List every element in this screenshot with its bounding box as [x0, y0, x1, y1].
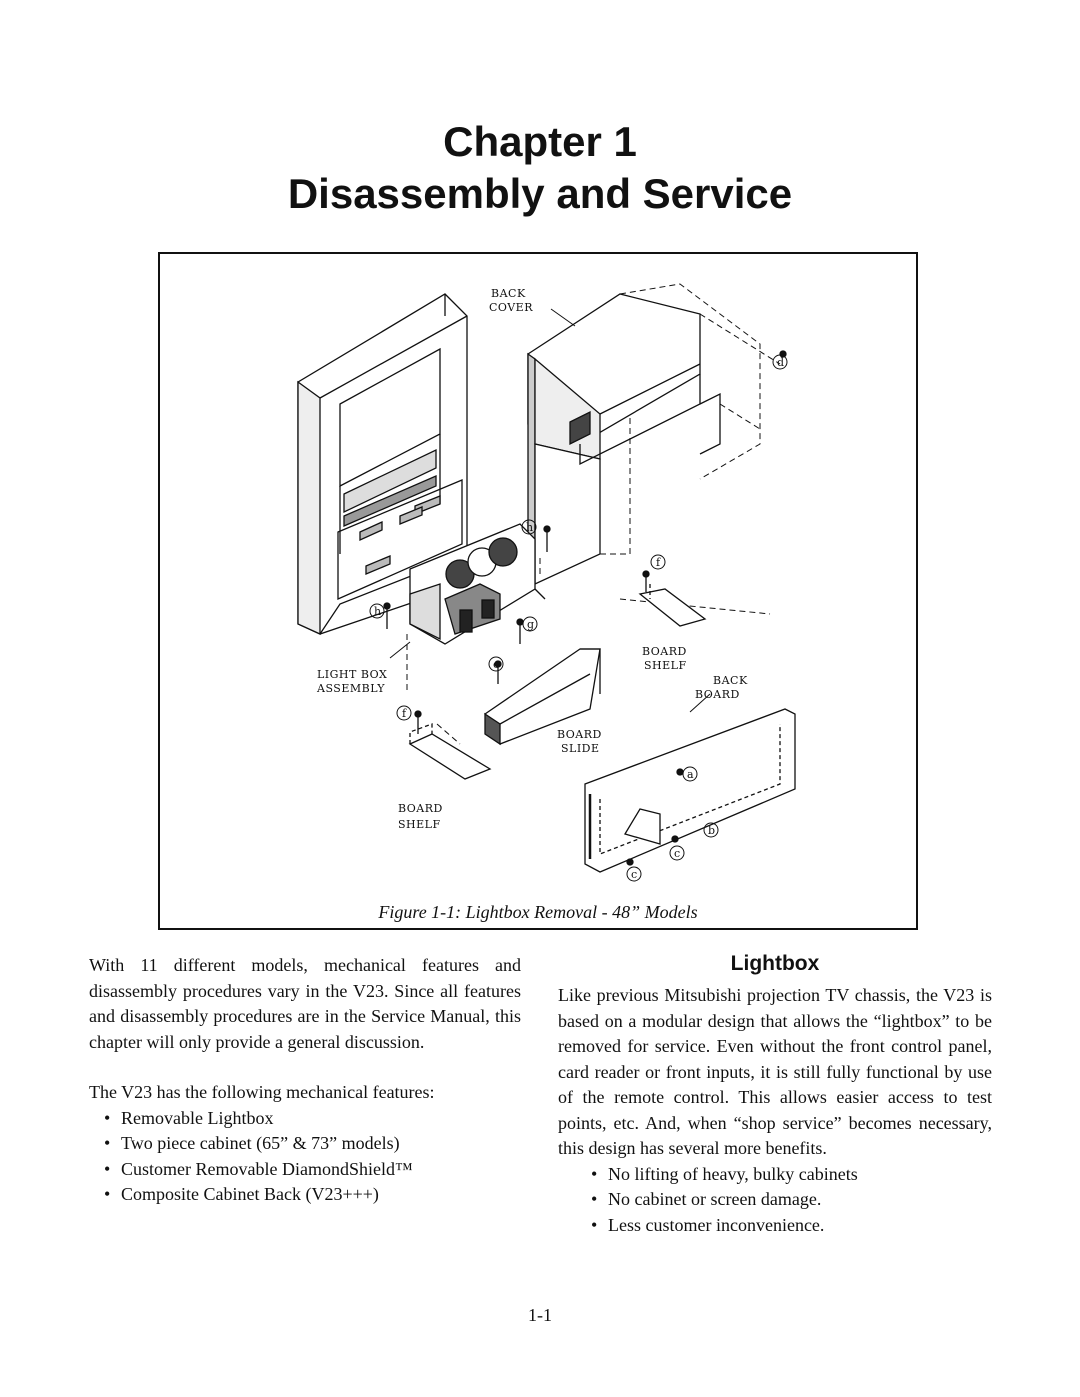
right-column [558, 983, 992, 1238]
features-list [89, 1106, 521, 1208]
label-board-shelf-right-line1: BOARD [642, 645, 687, 658]
label-back-cover-line1: BACK [491, 287, 526, 300]
label-board-slide-line2: SLIDE [561, 742, 600, 755]
chapter-subtitle: Disassembly and Service [287, 170, 793, 217]
label-light-box-line2: ASSEMBLY [317, 682, 386, 695]
section-heading-lightbox: Lightbox [730, 952, 820, 975]
page-number: 1-1 [528, 1305, 552, 1325]
callout-f-left: f [402, 707, 407, 720]
label-board-slide-line1: BOARD [557, 728, 602, 741]
back-board-drawing [585, 709, 795, 872]
callout-a: a [687, 768, 694, 781]
callout-h-upper: h [526, 521, 534, 534]
list-item: • No cabinet or screen damage. [608, 1187, 992, 1213]
callout-f-right: f [656, 556, 661, 569]
callout-c-upper: c [674, 847, 681, 860]
label-back-cover-line2: COVER [489, 301, 533, 314]
intro-paragraph: With 11 different models, mechanical features and disassembly procedures vary in the V23. Since all features and disassembly procedures are in the Service Manual, this chapter will only provide a general discussion. [89, 955, 521, 1052]
lightbox-removal-diagram [160, 254, 916, 928]
board-shelf-right-drawing [640, 584, 705, 626]
callout-d: d [777, 356, 785, 369]
label-board-shelf-right-line2: SHELF [644, 659, 687, 672]
callout-e: e [493, 658, 500, 671]
list-item: • Less customer inconvenience. [608, 1213, 992, 1239]
features-heading: The V23 has the following mechanical features: [89, 1082, 435, 1102]
label-board-shelf-left-line1: BOARD [398, 802, 443, 815]
figure-frame [158, 252, 918, 930]
figure-caption: Figure 1-1: Lightbox Removal - 48” Models [378, 902, 698, 922]
list-item: • Composite Cabinet Back (V23+++) [121, 1182, 521, 1208]
label-board-shelf-left-line2: SHELF [398, 818, 441, 831]
list-item: • Removable Lightbox [121, 1106, 521, 1132]
benefits-list [558, 1162, 992, 1239]
label-back-board-line1: BACK [713, 674, 748, 687]
callout-b: b [708, 824, 716, 837]
list-item: • No lifting of heavy, bulky cabinets [608, 1162, 992, 1188]
callout-g: g [527, 618, 535, 631]
back-cover-drawing [528, 294, 720, 584]
left-column [89, 953, 521, 1208]
list-item: • Customer Removable DiamondShield™ [121, 1157, 521, 1183]
label-light-box-line1: LIGHT BOX [317, 668, 388, 681]
list-item: • Two piece cabinet (65” & 73” models) [121, 1131, 521, 1157]
board-shelf-left-drawing [410, 724, 490, 779]
label-back-board-line2: BOARD [695, 688, 740, 701]
callout-h-lower: h [374, 605, 382, 618]
lightbox-paragraph: Like previous Mitsubishi projection TV chassis, the V23 is based on a modular design that allows the “lightbox” to be removed for service. Even without the front control panel, card reader or front inputs, it is still fully functional by use of the remote control. This allows easier access to test points, etc. And, when “shop service” becomes necessary, this design has several more benefits. [558, 985, 992, 1158]
chapter-title: Chapter 1 [443, 118, 637, 165]
callout-c-lower: c [631, 868, 638, 881]
